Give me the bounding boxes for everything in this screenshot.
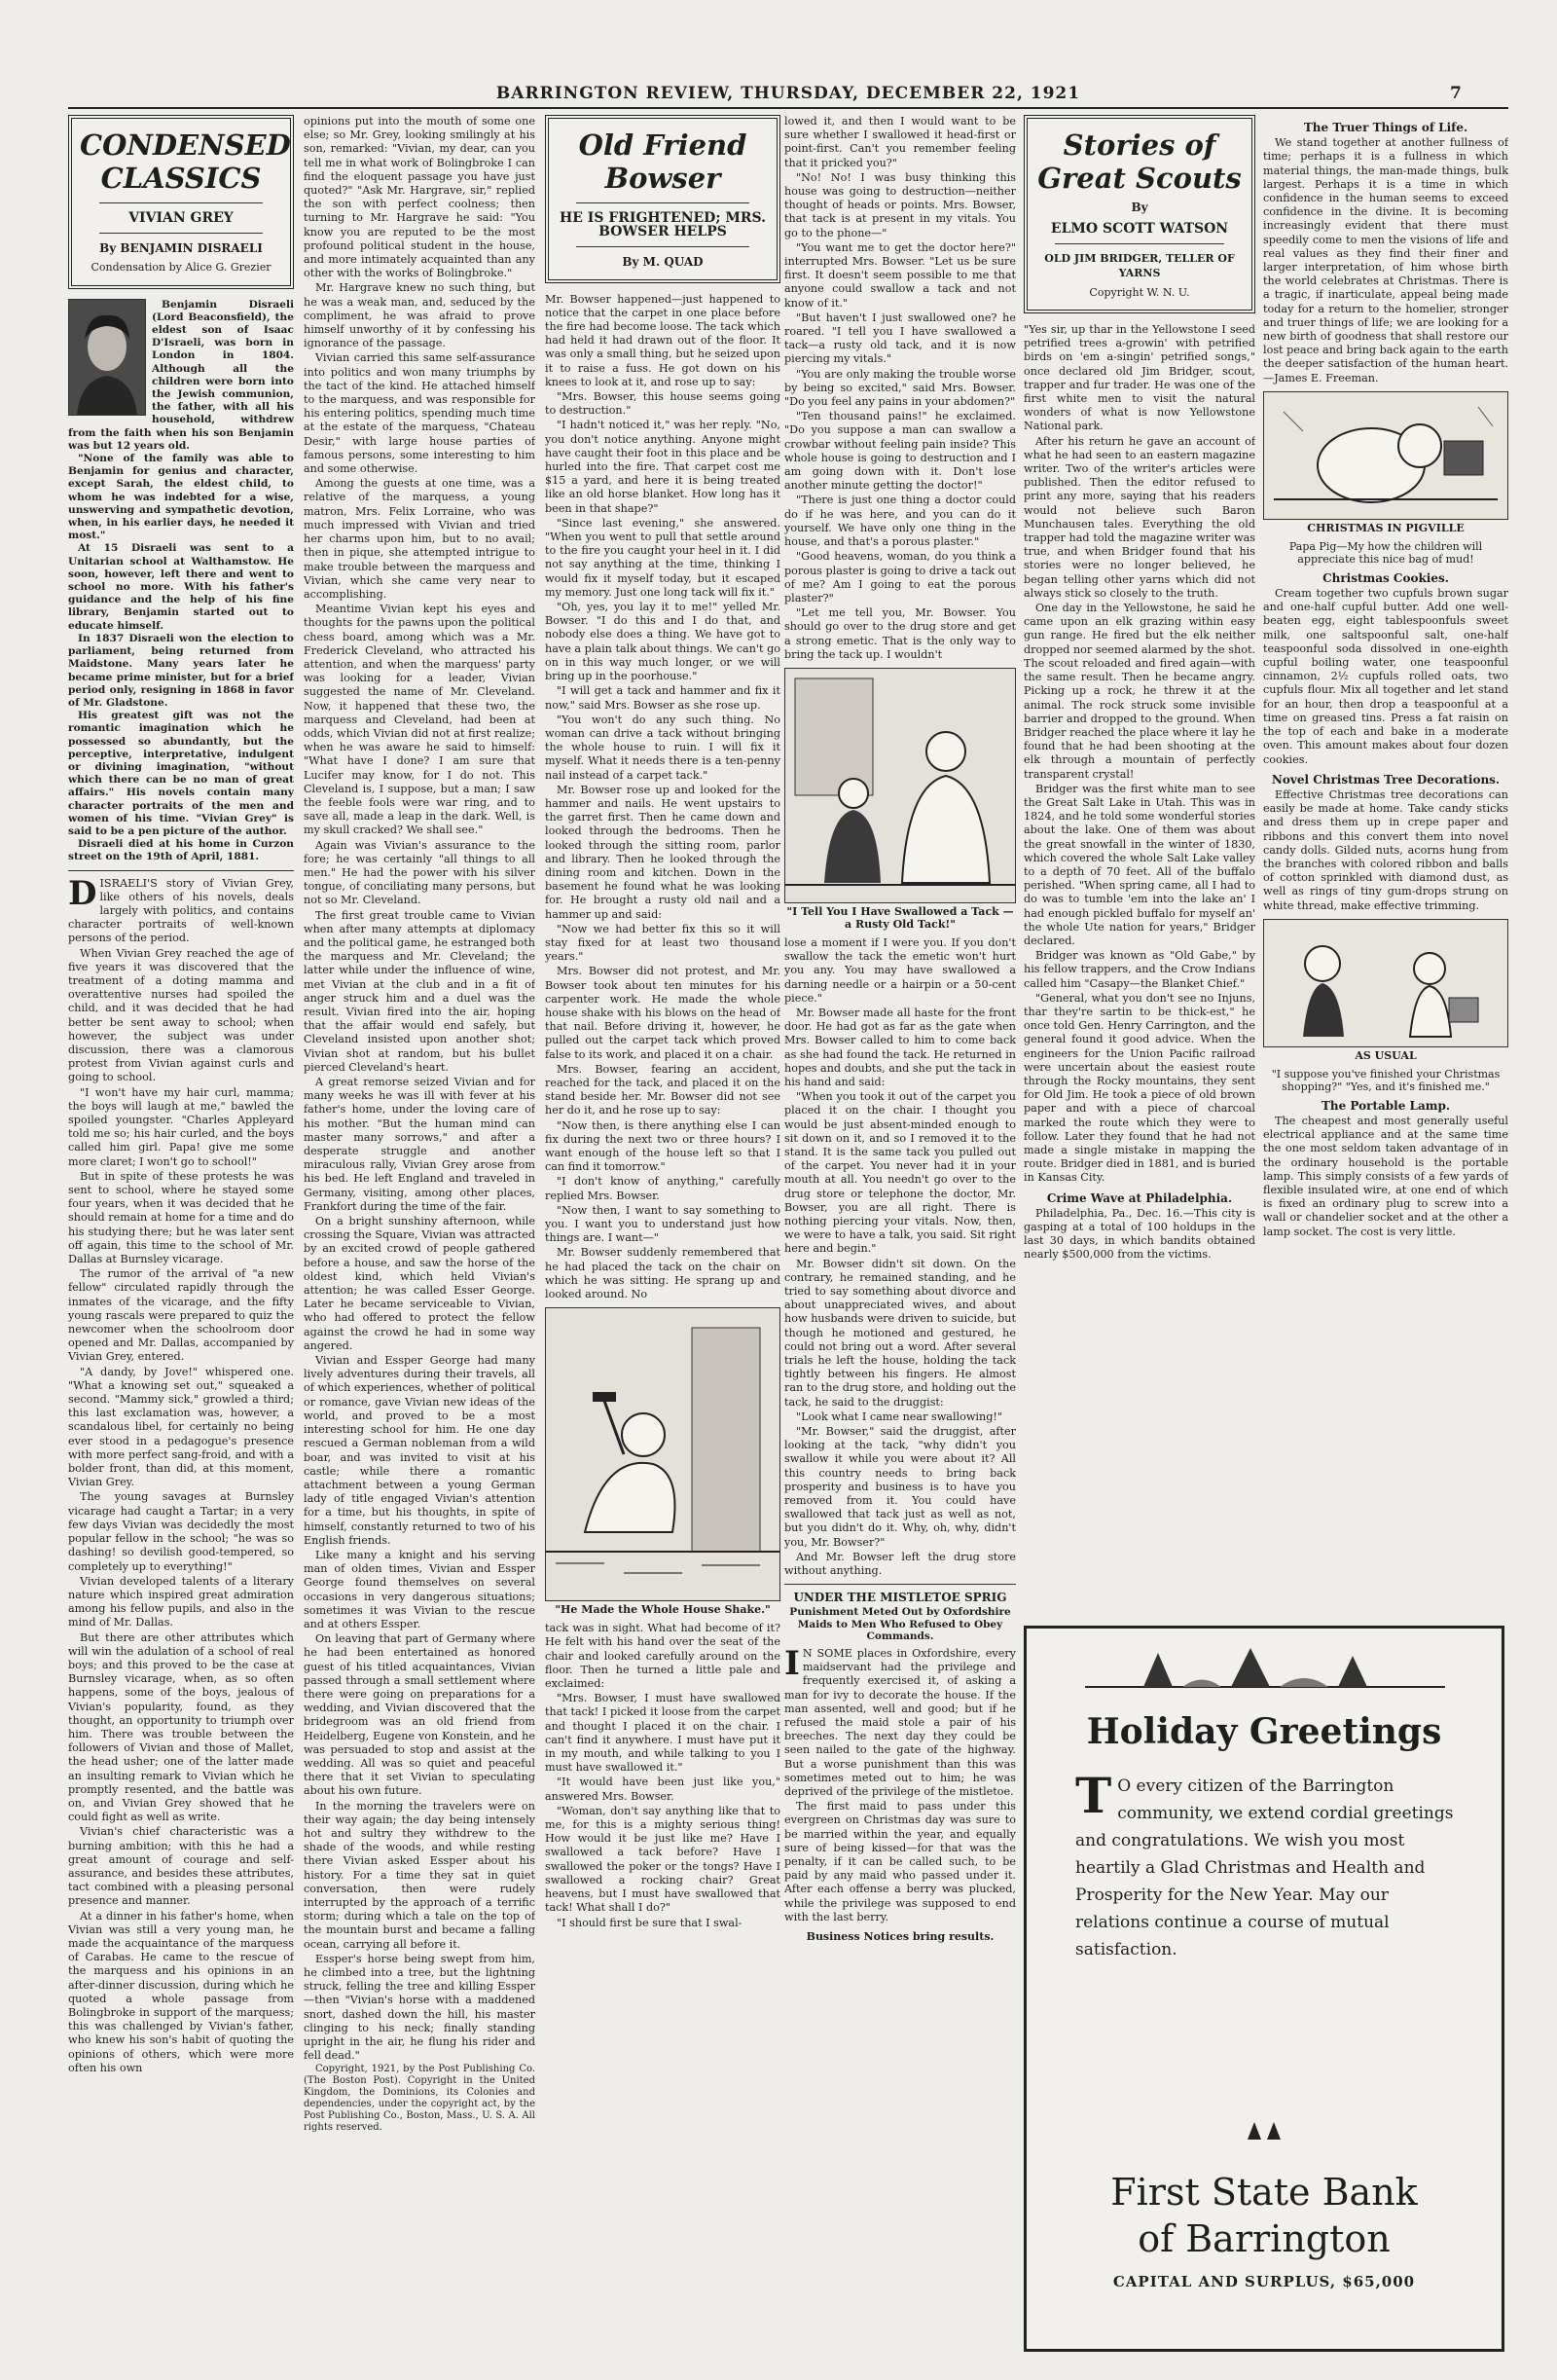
as-usual-caption: "I suppose you've finished your Christmas shopping?" "Yes, and it's finished me." <box>1271 1067 1501 1093</box>
as-usual-cartoon <box>1263 919 1508 1047</box>
condensed-classics-box <box>68 115 294 289</box>
bowser-hammer-illustration <box>545 1307 780 1601</box>
crime-wave-text: Philadelphia, Pa., Dec. 16.—This city is gasping at a total of 100 holdups in the last 30 days, in which bandits obtained nearly $500,000 from the victims. <box>1024 1206 1255 1262</box>
decorations-text: Effective Christmas tree decorations can easily be made at home. Take candy sticks and dress them up in crepe paper and ribbons and this convert them into novel candy dolls. Gilded nuts, acorns hung from the branches with colored ribbon and balls of cotton sprinkled with diamond dust, as well as rings of tiny gum-drops strung on white thread, make effective trimming. <box>1263 787 1508 912</box>
masthead: BARRINGTON REVIEW, THURSDAY, DECEMBER 22, 1921 <box>495 84 1081 103</box>
business-notices: Business Notices bring results. <box>806 1930 995 1944</box>
condensed-classics-heading: CONDENSED CLASSICS <box>80 128 291 195</box>
truer-things-text: We stand together at another fullness of time; perhaps it is a fullness in which material things, the man-made things, bulk largest. Perhaps it is a time in which confidence in the human seems to exceed confidence in the divine. It is becoming increasingly evident that there must speedily come to men the visions of life and real values as they find their finer and larger interpretation, of him whose birth the world celebrates at Christmas. There is a tragic, if inarticulate, appeal being made today for a return to the homelier, stronger and truer things of life; we are looking for a new birth of goodness that shall restore our lost peace and bring back again to the earth the deeper satisfaction of the human heart.—James E. Freeman. <box>1263 136 1508 384</box>
bowser-caption-1: "He Made the Whole House Shake." <box>555 1603 771 1617</box>
bowser-tack-illustration <box>784 668 1016 903</box>
column-6 <box>1263 115 1508 1614</box>
column-5: Stories of Great Scouts By ELMO SCOTT WATSON OLD JIM BRIDGER, TELLER OF YARNS Copyright W. N. U. "Yes sir, up thar in the Yellowstone I seed petrified trees a-growin' with petrified birds on 'em a-singin' petrified songs," once declared old Jim Bridger, scout, trapper and fur trader. He was one of the first white men to visit the natural wonders of what is now Yellowstone National park. After his return he gave an account of what he had seen to an eastern magazine writer. Two of the writer's articles were published. Then the editor refused to print any more, saying that his readers would not believe such Baron Munchausen tales. Everything the old trapper had told the magazine writer was true, and when Bridger found that his stories were no longer believed, he began telling other yarns which did not always stick so closely to the truth. One day in the Yellowstone, he said he came upon an elk grazing within easy gun range. He fired but the elk neither dropped nor seemed alarmed by the shot. The scout reloaded and fired again—with the same result. Then he became angry. Picking up a rock, he threw it at the animal. The rock struck some invisible barrier and dropped to the ground. When Bridger reached the place where it lay he found that he had been shooting at the elk through a mountain of perfectly transparent crystal! Bridger was the first white man to see the Great Salt Lake in Utah. This was in 1824, and he told some wonderful stories about the lake. One of them was about the great snowfall in the winter of 1830, which covered the whole Salt Lake valley to a depth of 70 feet. All of the buffalo perished. "When spring came, all I had to do was to tumble 'em into the lake an' I had enough pickled buffalo for myself an' the whole Ute nation for years," Bridger declared. Bridger was known as "Old Gabe," by his fellow trappers, and the Crow Indians called him "Casapy—the Blanket Chief." "General, what you don't see no Injuns, thar they're sartin to be thick-est," he once told Gen. Henry Carrington, and the general found it good advice. When the engineers for the Union Pacific railroad were uncertain about the easiest route through the Rocky mountains, they sent for Old Jim. He took a piece of old brown paper and with a piece of charcoal marked the route which they were to follow. Later they found that he had not made a single mistake in mapping the route. Bridger died in 1881, and is buried in Kansas City. Crime Wave at Philadelphia. Philadelphia, Pa., Dec. 16.—This city is gasping at a total of 100 holdups in the last 30 days, in which bandits obtained nearly $500,000 from the victims. <box>1024 115 1255 1614</box>
small-trees-icon <box>1246 2120 1285 2142</box>
greeting-text: T O every citizen of the Barrington community, we extend cordial greetings and congratulations. We wish you most heartily a Glad Christmas and Health and Prosperity for the New Year. May our relations continue a course of mutual satisfaction. <box>1075 1767 1454 1959</box>
bank-advertisement <box>1024 1626 1504 2352</box>
column-4: lowed it, and then I would want to be sure whether I swallowed it head-first or point-first. Can't you remember feeling that it pricked you?" "No! No! I was busy thinking this house was going to destruction—neither thought of heads or points. Mrs. Bowser, that tack is at present in my vitals. You go to the phone—" "You want me to get the doctor here?" interrupted Mrs. Bowser. "Let us be sure first. It doesn't seem possible to me that anyone could swallow a tack and not know of it." "But haven't I just swallowed one? he roared. "I tell you I have swallowed a tack—a rusty old tack, and it is now piercing my vitals." "You are only making the trouble worse by being so excited," said Mrs. Bowser. "Do you feel any pains in your abdomen?" "Ten thousand pains!" he exclaimed. "Do you suppose a man can swallow a crowbar without feeling pain inside? This whole house is going to destruction and I am going down with it. Don't lose another minute getting the doctor!" "There is just one thing a doctor could do if he was here, and you can do it yourself. We have only one thing in the house, and that's a porous plaster." "Good heavens, woman, do you think a porous plaster is going to drive a tack out of me? Am I going to eat the porous plaster?" "Let me tell you, Mr. Bowser. You should go over to the drug store and get a strong emetic. That is the only way to bring the tack up. I wouldn't "I Tell You I Have Swallowed a Tack —a Rusty Old Tack!" lose a moment if I were you. If you don't swallow the tack the emetic won't hurt you any. You may have swallowed a darning needle or a hairpin or a 50-cent piece." Mr. Bowser made all haste for the front door. He had got as far as the gate when Mrs. Bowser called to him to come back as she had found the tack. He returned in hopes and doubts, and she put the tack in his hand and said: "When you took it out of the carpet you placed it on the chair. I thought you would be just absent-minded enough to sit down on it, and so I removed it to the stand. It is the same tack you pulled out of the carpet. You never had it in your mouth at all. You needn't go over to the drug store or telephone the doctor, Mr. Bowser, you are all right. There is nothing piercing your vitals. Now, then, we were to have a talk, you said. Sit right here and begin." Mr. Bowser didn't sit down. On the contrary, he remained standing, and he tried to say something about divorce and about unappreciated wives, and about how husbands were driven to suicide, but though he motioned and gestured, he could not bring out a word. After several trials he left the house, holding the tack tightly between his fingers. He almost ran to the drug store, and holding out the tack, he said to the druggist: "Look what I came near swallowing!" "Mr. Bowser," said the druggist, after looking at the tack, "why didn't you swallow it while you were about it? All this country needs to bring back prosperity and business is to have you removed from it. You could have swallowed that tack just as well as not, but you didn't do it. Why, oh, why, didn't you, Mr. Bowser?" And Mr. Bowser left the drug store without anything. UNDER THE MISTLETOE SPRIG Punishment Meted Out by Oxfordshire Maids to Men Who Refused to Obey Commands. I N SOME places in Oxfordshire, every maidservant had the privilege and frequently exercised it, of asking a man for ivy to decorate the house. If the man assented, well and good; but if he refused the maid stole a pair of his breeches. The next day they could be seen nailed to the gate of the highway. But a worse punishment than this was sometimes meted out to him; he was deprived of the privilege of the mistletoe. The first maid to pass under this evergreen on Christmas day was sure to be married within the year, and equally sure of being kissed—for that was the penalty, if it can be called such, to be paid by any maid who passed under it. After each offense a berry was plucked, while the privilege was supposed to end with the last berry. Business Notices bring results. <box>784 115 1016 1944</box>
crime-wave-heading: Crime Wave at Philadelphia. <box>1046 1190 1233 1205</box>
copyright-note: Copyright, 1921, by the Post Publishing Co. (The Boston Post). Copyright in the United Kingdom, the Dominions, its Colonies and dependencies, under the copyright act, by the Post Publishing Co., Boston, Mass., U. S. A. All rights reserved. <box>304 2064 535 2134</box>
lamp-text: The cheapest and most generally useful electrical appliance and at the same time the one most seldom taken advantage of in the ordinary household is the portable lamp. This simply consists of a few yards of flexible insulated wire, at one end of which is fixed an ordinary plug to screw into a wall or chandelier socket and at the other a lamp socket. The cost is very little. <box>1263 1114 1508 1238</box>
page-number: 7 <box>1450 84 1462 103</box>
old-friend-bowser-box <box>545 115 780 283</box>
holiday-greetings-title: Holiday Greetings <box>1086 1711 1442 1752</box>
pigville-title: CHRISTMAS IN PIGVILLE <box>1307 521 1465 534</box>
bowser-subheading: HE IS FRIGHTENED; MRS. BOWSER HELPS <box>560 210 766 240</box>
masthead-rule <box>68 107 1508 109</box>
classic-title: VIVIAN GREY <box>128 210 234 226</box>
scouts-author: ELMO SCOTT WATSON <box>1050 221 1229 238</box>
as-usual-title: AS USUAL <box>1355 1048 1417 1062</box>
classic-byline: By BENJAMIN DISRAELI <box>99 241 263 256</box>
mistletoe-heading: UNDER THE MISTLETOE SPRIG <box>793 1591 1007 1605</box>
great-scouts-box: Stories of Great Scouts By ELMO SCOTT WATSON OLD JIM BRIDGER, TELLER OF YARNS Copyright W. N. U. <box>1024 115 1255 313</box>
scouts-subtitle: OLD JIM BRIDGER, TELLER OF YARNS <box>1044 252 1235 279</box>
column-1 <box>68 115 294 2354</box>
cookies-text: Cream together two cupfuls brown sugar and one-half cupful butter. Add one well-beaten egg, eight tablespoonfuls sweet milk, one saltspoonful salt, one-half teaspoonful soda dissolved in one-eighth cupful boiling water, one teaspoonful cinnamon, 2½ cupfuls rolled oats, two cupfuls flour. Mix all together and let stand for an hour, then drop a teaspoonful at a time on greased tins. Press a fat raisin on the top of each and bake in a moderate oven. This amount makes about four dozen cookies. <box>1263 587 1508 766</box>
dropcap-d: D <box>68 873 97 913</box>
bank-name: First State Bank of Barrington <box>1110 2171 1418 2260</box>
column-3: Old Friend Bowser HE IS FRIGHTENED; MRS. BOWSER HELPS By M. QUAD Mr. Bowser happened—just happened to notice that the carpet in one place before the fire had become loose. The tack which had held it had drawn out of the floor. It was only a small thing, but he seized upon it to raise a fuss. He got down on his knees to look at it, and rose up to say: "Mrs. Bowser, this house seems going to destruction." "I hadn't noticed it," was her reply. "No, you don't notice anything. Anyone might have caught their foot in this place and be hurled into the fire. That carpet cost me $15 a yard, and here it is being treated like an old horse blanket. How long has it been in that shape?" "Since last evening," she answered. "When you went to pull that settle around to the fire you caught your heel in it. I did not say anything at the time, thinking I would fix it myself today, but it escaped my memory. Just one long tack will fix it." "Oh, yes, you lay it to me!" yelled Mr. Bowser. "I do this and I do that, and nobody else does a thing. We have got to have a plain talk about things. We can't go on in this way much longer, or we will bring up in the poorhouse." "I will get a tack and hammer and fix it now," said Mrs. Bowser as she rose up. "You won't do any such thing. No woman can drive a tack without bringing the whole house to ruin. I will fix it myself. What it needs there is a ten-penny nail instead of a carpet tack." Mr. Bowser rose up and looked for the hammer and nails. He went upstairs to the garret first. Then he came down and looked through the bedrooms. Then he looked through the sitting room, parlor and library. Then he looked through the dining room and kitchen. Down in the basement he found what he was looking for. He brought a rusty old nail and a hammer up and said: "Now we had better fix this so it will stay fixed for at least two thousand years." Mrs. Bowser did not protest, and Mr. Bowser took about ten minutes for his carpenter work. He made the whole house shake with his blows on the head of that nail. Before driving it, however, he pulled out the carpet tack which proved false to its work, and placed it on a chair. Mrs. Bowser, fearing an accident, reached for the tack, and placed it on the stand beside her. Mr. Bowser did not see her do it, and he rose up to say: "Now then, is there anything else I can fix during the next two or three hours? I want enough of the house left so that I can find it tomorrow." "I don't know of anything," carefully replied Mrs. Bowser. "Now then, I want to say something to you. I want you to understand just how things are. I want—" Mr. Bowser suddenly remembered that he had placed the tack on the chair on which he was sitting. He sprang up and looked around. No "He Made the Whole House Shake." tack was in sight. What had become of it? He felt with his hand over the seat of the chair and looked carefully around on the floor. Then he turned a little pale and exclaimed: "Mrs. Bowser, I must have swallowed that tack! I picked it loose from the carpet and thought I placed it on the chair. I can't find it anywhere. I must have put it in my mouth, and while talking to you I must have swallowed it." "It would have been just like you," answered Mrs. Bowser. "Woman, don't say anything like that to me, for this is a mighty serious thing! How would it be just like me? Have I swallowed a tack before? Have I swallowed the poker or the tongs? Have I swallowed a rocking chair? Great heavens, but I must have swallowed that tack! What shall I do?" "I should first be sure that I swal- <box>545 115 780 2354</box>
lamp-heading: The Portable Lamp. <box>1321 1098 1451 1113</box>
bowser-caption-2: "I Tell You I Have Swallowed a Tack —a Rusty Old Tack!" <box>786 904 1014 931</box>
holiday-trees-icon <box>1085 1648 1445 1692</box>
truer-things-heading: The Truer Things of Life. <box>1303 121 1468 134</box>
bowser-byline: By M. QUAD <box>622 255 704 270</box>
decorations-heading: Novel Christmas Tree Decorations. <box>1271 772 1501 787</box>
scouts-heading: Stories of Great Scouts <box>1037 128 1242 195</box>
cookies-heading: Christmas Cookies. <box>1322 570 1449 585</box>
scouts-copyright: Copyright W. N. U. <box>1089 285 1190 299</box>
disraeli-bio: Benjamin Disraeli (Lord Beaconsfield), the eldest son of Isaac D'Israeli, was born in London in 1804. Although all the children were born into the Jewish communion, the father, with all his household, withdrew from the faith when his son Benjamin was but 12 years old. "None of the family was able to Benjamin for genius and character, except Sarah, the eldest child, to whom he was indebted for a wise, unswerving and sympathetic devotion, when, in his earlier days, he needed it most." At 15 Disraeli was sent to a Unitarian school at Walthamstow. He soon, however, left there and went to school no more. With his father's guidance and the help of his fine library, Benjamin started out to educate himself. In 1837 Disraeli won the election to parliament, being returned from Maidstone. Many years later he became prime minister, but for a brief period only, resigning in 1868 in favor of Mr. Gladstone. His greatest gift was not the romantic imagination which he possessed so abundantly, but the perceptive, interpretative, indulgent or divining imagination, "without which there can be no man of great affairs." His novels contain many character portraits of the men and women of his time. "Vivian Grey" is said to be a pen picture of the author. Disraeli died at his home in Curzon street on the 19th of April, 1881. <box>68 298 294 863</box>
mistletoe-subheading: Punishment Meted Out by Oxfordshire Maids to Men Who Refused to Obey Commands. <box>789 1606 1011 1643</box>
dropcap-i: I <box>784 1643 800 1683</box>
column-2: opinions put into the mouth of some one else; so Mr. Grey, looking smilingly at his son, remarked: "Vivian, my dear, can you tell me in what work of Bolingbroke I can find the eloquent passage you have just quoted?" "Ask Mr. Hargrave, sir," replied the son with perfect coolness; then turning to Mr. Hargrave he said: "You know you are reputed to be the most profound political student in the house, and more intimately acquainted than any other with the works of Bolingbroke." Mr. Hargrave knew no such thing, but he was a weak man, and, seduced by the compliment, he was afraid to prove himself unworthy of it by confessing his ignorance of the passage. Vivian carried this same self-assurance into politics and won many triumphs by the tact of the kind. He attached himself to the marquess, and was responsible for his entering politics, spending much time at the estate of the marquess, "Chateau Desir," with large house parties of famous persons, some interesting to him and some otherwise. Among the guests at one time, was a relative of the marquess, a young matron, Mrs. Felix Lorraine, who was much impressed with Vivian and tried her charms upon him, but to no avail; then in pique, she attempted intrigue to make trouble between the marquess and Vivian, which she came very near to accomplishing. Meantime Vivian kept his eyes and thoughts for the pawns upon the political chess board, among which was a Mr. Frederick Cleveland, who attracted his attention, and when the marquess' party was looking for a leader, Vivian suggested the name of Mr. Cleveland. Now, it happened that these two, the marquess and Cleveland, had been at odds, which Vivian did not at first realize; when he was aware he said to himself: "What have I done? I am sure that Lucifer may know, for I do not. This Cleveland is, I suppose, but a man; I saw the feeble fools were war ring, and to save all, made a leap in the dark. Well, is my skull cracked? We shall see." Again was Vivian's assurance to the fore; he was certainly "all things to all men." He had the power with his silver tongue, of conciliating many persons, but not so Mr. Cleveland. The first great trouble came to Vivian when after many attempts at diplomacy and the political game, he estranged both the marquess and Mr. Cleveland; the latter while under the influence of wine, met Vivian at the club and in a fit of anger struck him and a duel was the result. Vivian fired into the air, hoping that the affair would end safely, but Cleveland insisted upon another shot; Vivian shot at random, but his bullet pierced Cleveland's heart. A great remorse seized Vivian and for many weeks he was ill with fever at his father's home, under the loving care of his mother. "But the human mind can master many sorrows," and after a desperate struggle and another miraculous rally, Vivian Grey arose from his bed. He left England and traveled in Germany, visiting, among other places, Frankfort during the time of the fair. On a bright sunshiny afternoon, while crossing the Square, Vivian was attracted by an excited crowd of people gathered before a house, and saw the horse of the oldest kind, which held Vivian's attention; he was called Esser George. Later he became serviceable to Vivian, who had offered to protect the fellow against the crowd he had in some way angered. Vivian and Essper George had many lively adventures during their travels, all of which experiences, whether of political or romance, gave Vivian new ideas of the world, and proved to be a most interesting school for him. He one day rescued a German nobleman from a wild boar, and was invited to visit at his castle; while there a romantic attachment between a young German lady of title engaged Vivian's attention for a time, but his thoughts, in spite of himself, constantly returned to two of his English friends. Like many a knight and his serving man of olden times, Vivian and Essper George found themselves on several occasions in very dangerous situations; sometimes it was Vivian to the rescue and at others Essper. On leaving that part of Germany where he had been entertained as honored guest of his titled acquaintances, Vivian passed through a small settlement where there were going on preparations for a wedding, and Vivian discovered that the bridegroom was an old friend from Heidelberg, Eugene von Konstein, and he was persuaded to stop and assist at the wedding. All was so quiet and peaceful there that it set Vivian to speculating about his own future. In the morning the travelers were on their way again; the day being intensely hot and sultry they withdrew to the shade of the woods, and while resting there Vivian asked Essper about his history. For a time they sat in quiet conversation, then were rudely interrupted by the approach of a terrific storm; during which a tale on the top of the mountain burst and became a falling ocean, carrying all before it. Essper's horse being swept from him, he climbed into a tree, but the lightning struck, felling the tree and killing Essper—then "Vivian's horse with a maddened snort, dashed down the hill, his master clinging to his neck; finally standing upright in the air, he flung his rider and fell dead." Copyright, 1921, by the Post Publishing Co. (The Boston Post). Copyright in the United Kingdom, the Dominions, its Colonies and dependencies, under the copyright act, by the Post Publishing Co., Boston, Mass., U. S. A. All rights reserved. <box>304 115 535 2134</box>
vivian-grey-story: D ISRAELI'S story of Vivian Grey, like others of his novels, deals largely with politics, and contains character portraits of well-known persons of the period. When Vivian Grey reached the age of five years it was discovered that the treatment of a doting mamma and overattentive nurses had spoiled the child, and it was decided that he had better be sent away to school; when however, the subject was under discussion, there was a clamorous protest from Vivian against curls and going to school. "I won't have my hair curl, mamma; the boys will laugh at me," bawled the spoiled youngster. "Charles Appleyard told me so; his hair curled, and the boys called him girl. Papa! give me some more claret; I won't go to school!" But in spite of these protests he was sent to school, where he stayed some four years, when it was decided that he should remain at home for a time and do his studying there; but he was later sent off again, this time to the school of Mr. Dallas at Burnsley vicarage. The rumor of the arrival of "a new fellow" circulated rapidly through the inmates of the vicarage, and the fifty young rascals were prepared to quiz the newcomer when the schoolroom door opened and Mr. Dallas, accompanied by Vivian Grey, entered. "A dandy, by Jove!" whispered one. "What a knowing set out," squeaked a second. "Mammy sick," growled a third; this last exclamation was, however, a scandalous libel, for certainly no being ever stood in a pedagogue's presence with more perfect sang-froid, and with a bolder front, than did, at this moment, Vivian Grey. The young savages at Burnsley vicarage had caught a Tartar; in a very few days Vivian was decidedly the most popular fellow in the school; "he was so dashing! so devilish good-tempered, so completely up to everything!" Vivian developed talents of a literary nature which inspired great admiration among his fellow pupils, and also in the mind of Mr. Dallas. But there are other attributes which will win the adulation of a school of real boys; and this proved to be the case at Burnsley vicarage, when, as so often happens, some of the boys, jealous of Vivian's popularity, found, as they thought, an opportunity to triumph over him. There was trouble between the followers of Vivian and those of Mallet, the head usher; one of the latter made an insulting remark to Vivian which he promptly resented, and the battle was on, and Vivian Grey showed that he could fight as well as write. Vivian's chief characteristic was a burning ambition; with this he had a great amount of courage and self-assurance, and besides these attributes, tact combined with a pleasing personal presence and manner. At a dinner in his father's home, when Vivian was still a very young man, he made the acquaintance of the marquess of Carabas. He came to the rescue of the marquess and his opinions in an after-dinner discussion, during which he quoted a whole passage from Bolingbroke in support of the marquess; this was challenged by Vivian's father, who knew his son's habit of quoting the opinions of others, which were more often his own <box>68 873 294 2074</box>
disraeli-portrait <box>68 299 146 416</box>
bowser-heading: Old Friend Bowser <box>578 128 747 195</box>
pigville-caption: Papa Pig—My how the children will appreciate this nice bag of mud! <box>1288 539 1483 566</box>
greeting-dropcap: T <box>1075 1767 1112 1824</box>
capital-and-surplus: CAPITAL AND SURPLUS, $65,000 <box>1112 2273 1416 2290</box>
condensation-credit: Condensation by Alice G. Grezier <box>91 261 272 275</box>
pigville-cartoon <box>1263 391 1508 520</box>
